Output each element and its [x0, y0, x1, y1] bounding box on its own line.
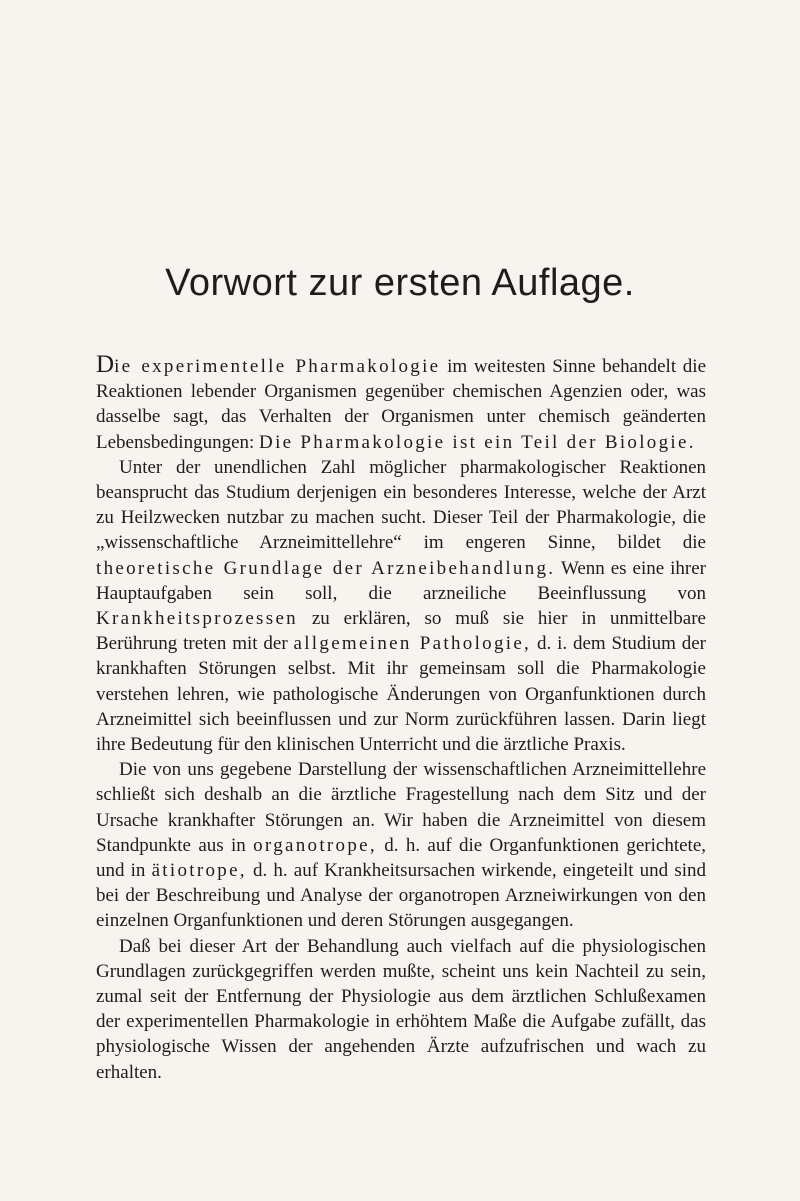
emphasis-text: ätiotrope, — [151, 860, 247, 882]
paragraph-2 — [96, 455, 706, 757]
drop-cap: D — [96, 351, 115, 378]
paragraph-4 — [96, 934, 706, 1085]
paragraph-text: im weitesten Sinne behandelt die Reaktionen lebender Organismen gegenüber chemischen Agenzien oder, was dasselbe sagt, das Verhalten der Organismen unter chemisch geänderten Lebensbedingungen: — [96, 356, 707, 453]
paragraph-text: Daß bei dieser Art der Behandlung auch vielfach auf die physiologischen Grundlagen zurückgegriffen werden mußte, scheint uns kein Nachteil zu sein, zumal seit der Entfernung der Physiologie aus dem ärztlichen Schlußexamen der experimentellen Pharmakologie in erhöhtem Maße die Aufgabe zufällt, das physiologische Wissen der angehenden Ärzte aufzufrischen und wach zu erhalten. — [96, 935, 706, 1083]
paragraph-text: d. i. dem Studium der krankhaften Störungen selbst. Mit ihr gemeinsam soll die Pharmakologie verstehen lehren, wie pathologische Änderungen von Organfunktionen durch Arzneimittel sich beeinflussen und zur Norm zurückführen lassen. Darin liegt ihre Bedeutung für den klinischen Unterricht und die ärztliche Praxis. — [96, 633, 707, 756]
emphasis-text: Krankheitsprozessen — [96, 608, 298, 630]
paragraph-text: Wenn es eine ihrer Hauptaufgaben sein soll, die arzneiliche Beeinflussung von — [96, 557, 706, 604]
paragraph-text: d. h. auf die Organfunktionen gerichtete, und in — [96, 834, 706, 882]
lead-letters: ie — [114, 356, 133, 377]
emphasis-text: Die Pharmakologie ist ein Teil der Biologie. — [259, 431, 696, 453]
emphasis-text: experimentelle Pharmakologie — [132, 356, 441, 377]
paragraph-1 — [96, 352, 706, 455]
emphasis-text: allgemeinen Pathologie, — [293, 633, 532, 655]
paragraph-text: Unter der unendlichen Zahl möglicher pharmakologischer Reaktionen beansprucht das Studium derjenigen ein besonderes Interesse, welche der Arzt zu Heilzwecken nutzbar zu machen sucht. Dieser Teil der Pharmakologie, die „wissenschaftliche Arzneimittellehre“ im engeren Sinne, bildet die — [96, 456, 706, 554]
page-title: Vorwort zur ersten Auflage. — [165, 262, 635, 304]
body-text — [96, 352, 706, 1085]
emphasis-text: theoretische Grundlage der Arzneibehandlung. — [96, 557, 556, 579]
paragraph-text: zu erklären, so muß sie hier in unmittelbare Berührung treten mit der — [96, 608, 706, 655]
emphasis-text: organotrope, — [253, 834, 377, 856]
paragraph-text: Die von uns gegebene Darstellung der wissenschaftlichen Arzneimittellehre schließt sich deshalb an die ärztliche Fragestellung nach dem Sitz und der Ursache krankhafter Störungen an. Wir haben die Arzneimittel von diesem Standpunkte aus in — [96, 759, 706, 856]
paragraph-text: d. h. auf Krankheitsursachen wirkende, eingeteilt und sind bei der Beschreibung und Analyse der organotropen Arzneiwirkungen von den einzelnen Organfunktionen und deren Störungen ausgegangen. — [96, 860, 706, 932]
paragraph-3 — [96, 757, 706, 933]
